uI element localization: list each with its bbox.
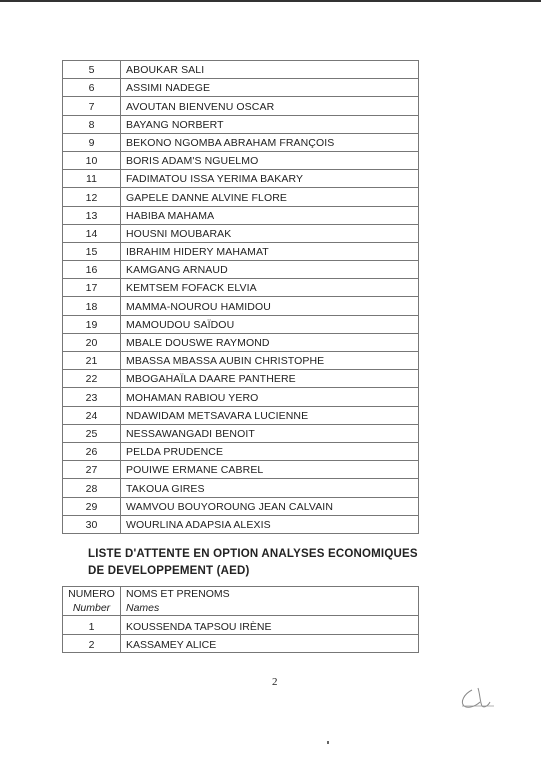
table-row	[63, 61, 419, 79]
row-number: 10	[63, 151, 121, 169]
table-row	[63, 497, 419, 515]
row-number: 26	[63, 442, 121, 460]
row-number: 28	[63, 479, 121, 497]
table-row	[63, 333, 419, 351]
row-name: MBOGAHAÏLA DAARE PANTHERE	[121, 370, 419, 388]
table-row	[63, 442, 419, 460]
table-row	[63, 242, 419, 260]
row-number: 21	[63, 352, 121, 370]
row-number: 12	[63, 188, 121, 206]
row-number: 16	[63, 261, 121, 279]
table-row	[63, 97, 419, 115]
names-column-header	[121, 587, 419, 616]
row-name: BEKONO NGOMBA ABRAHAM FRANÇOIS	[121, 133, 419, 151]
row-name: MAMOUDOU SAÏDOU	[121, 315, 419, 333]
row-name: WAMVOU BOUYOROUNG JEAN CALVAIN	[121, 497, 419, 515]
table-row	[63, 206, 419, 224]
row-number: 24	[63, 406, 121, 424]
scan-speck	[327, 741, 329, 744]
table-row	[63, 616, 419, 635]
row-number: 29	[63, 497, 121, 515]
row-name: KEMTSEM FOFACK ELVIA	[121, 279, 419, 297]
table-row	[63, 424, 419, 442]
number-column-header	[63, 587, 121, 616]
table-row	[63, 479, 419, 497]
waiting-list-header-row	[63, 587, 419, 616]
row-name: BORIS ADAM'S NGUELMO	[121, 151, 419, 169]
names-header-label: NOMS ET PRENOMS	[126, 588, 230, 600]
table-row	[63, 170, 419, 188]
row-number: 23	[63, 388, 121, 406]
number-header-label: NUMERO	[68, 588, 115, 600]
table-row	[63, 188, 419, 206]
row-number: 27	[63, 461, 121, 479]
row-number: 14	[63, 224, 121, 242]
row-name: MBASSA MBASSA AUBIN CHRISTOPHE	[121, 352, 419, 370]
row-number: 30	[63, 515, 121, 533]
row-name: WOURLINA ADAPSIA ALEXIS	[121, 515, 419, 533]
table-row	[63, 352, 419, 370]
row-name: MAMMA-NOUROU HAMIDOU	[121, 297, 419, 315]
table-row	[63, 388, 419, 406]
row-name: PELDA PRUDENCE	[121, 442, 419, 460]
table-row	[63, 406, 419, 424]
table-row	[63, 370, 419, 388]
row-name: POUIWE ERMANE CABREL	[121, 461, 419, 479]
row-name: AVOUTAN BIENVENU OSCAR	[121, 97, 419, 115]
table-row	[63, 151, 419, 169]
row-number: 13	[63, 206, 121, 224]
row-number: 1	[63, 616, 121, 635]
row-name: NDAWIDAM METSAVARA LUCIENNE	[121, 406, 419, 424]
row-name: IBRAHIM HIDERY MAHAMAT	[121, 242, 419, 260]
row-name: KAMGANG ARNAUD	[121, 261, 419, 279]
table-row	[63, 115, 419, 133]
table-row	[63, 515, 419, 533]
table-row	[63, 224, 419, 242]
row-number: 7	[63, 97, 121, 115]
handwritten-initials-signature	[458, 684, 500, 714]
row-number: 2	[63, 634, 121, 653]
table-row	[63, 133, 419, 151]
names-header-sublabel: Names	[126, 602, 160, 614]
row-name: FADIMATOU ISSA YERIMA BAKARY	[121, 170, 419, 188]
number-header-sublabel: Number	[72, 602, 111, 614]
row-number: 20	[63, 333, 121, 351]
waiting-list-table	[62, 586, 419, 653]
row-name: KASSAMEY ALICE	[121, 634, 419, 653]
row-name: ASSIMI NADEGE	[121, 79, 419, 97]
row-name: ABOUKAR SALI	[121, 61, 419, 79]
table-row	[63, 297, 419, 315]
row-name: MOHAMAN RABIOU YERO	[121, 388, 419, 406]
table-row	[63, 79, 419, 97]
table-row	[63, 279, 419, 297]
row-name: GAPELE DANNE ALVINE FLORE	[121, 188, 419, 206]
waiting-list-heading: LISTE D'ATTENTE EN OPTION ANALYSES ECONOMIQUES DE DEVELOPPEMENT (AED)	[88, 548, 418, 577]
table-row	[63, 261, 419, 279]
row-number: 8	[63, 115, 121, 133]
row-name: HOUSNI MOUBARAK	[121, 224, 419, 242]
row-number: 19	[63, 315, 121, 333]
row-name: KOUSSENDA TAPSOU IRÈNE	[121, 616, 419, 635]
row-number: 15	[63, 242, 121, 260]
row-name: TAKOUA GIRES	[121, 479, 419, 497]
row-name: NESSAWANGADI BENOIT	[121, 424, 419, 442]
row-number: 9	[63, 133, 121, 151]
row-name: MBALE DOUSWE RAYMOND	[121, 333, 419, 351]
row-number: 17	[63, 279, 121, 297]
row-number: 22	[63, 370, 121, 388]
row-number: 5	[63, 61, 121, 79]
row-number: 18	[63, 297, 121, 315]
table-row	[63, 315, 419, 333]
top-border-line	[0, 0, 541, 2]
admitted-list-body	[63, 61, 419, 534]
row-number: 25	[63, 424, 121, 442]
page-number: 2	[272, 676, 278, 688]
admitted-list-table	[62, 60, 419, 534]
table-row	[63, 461, 419, 479]
row-number: 6	[63, 79, 121, 97]
table-row	[63, 634, 419, 653]
row-name: HABIBA MAHAMA	[121, 206, 419, 224]
row-name: BAYANG NORBERT	[121, 115, 419, 133]
row-number: 11	[63, 170, 121, 188]
